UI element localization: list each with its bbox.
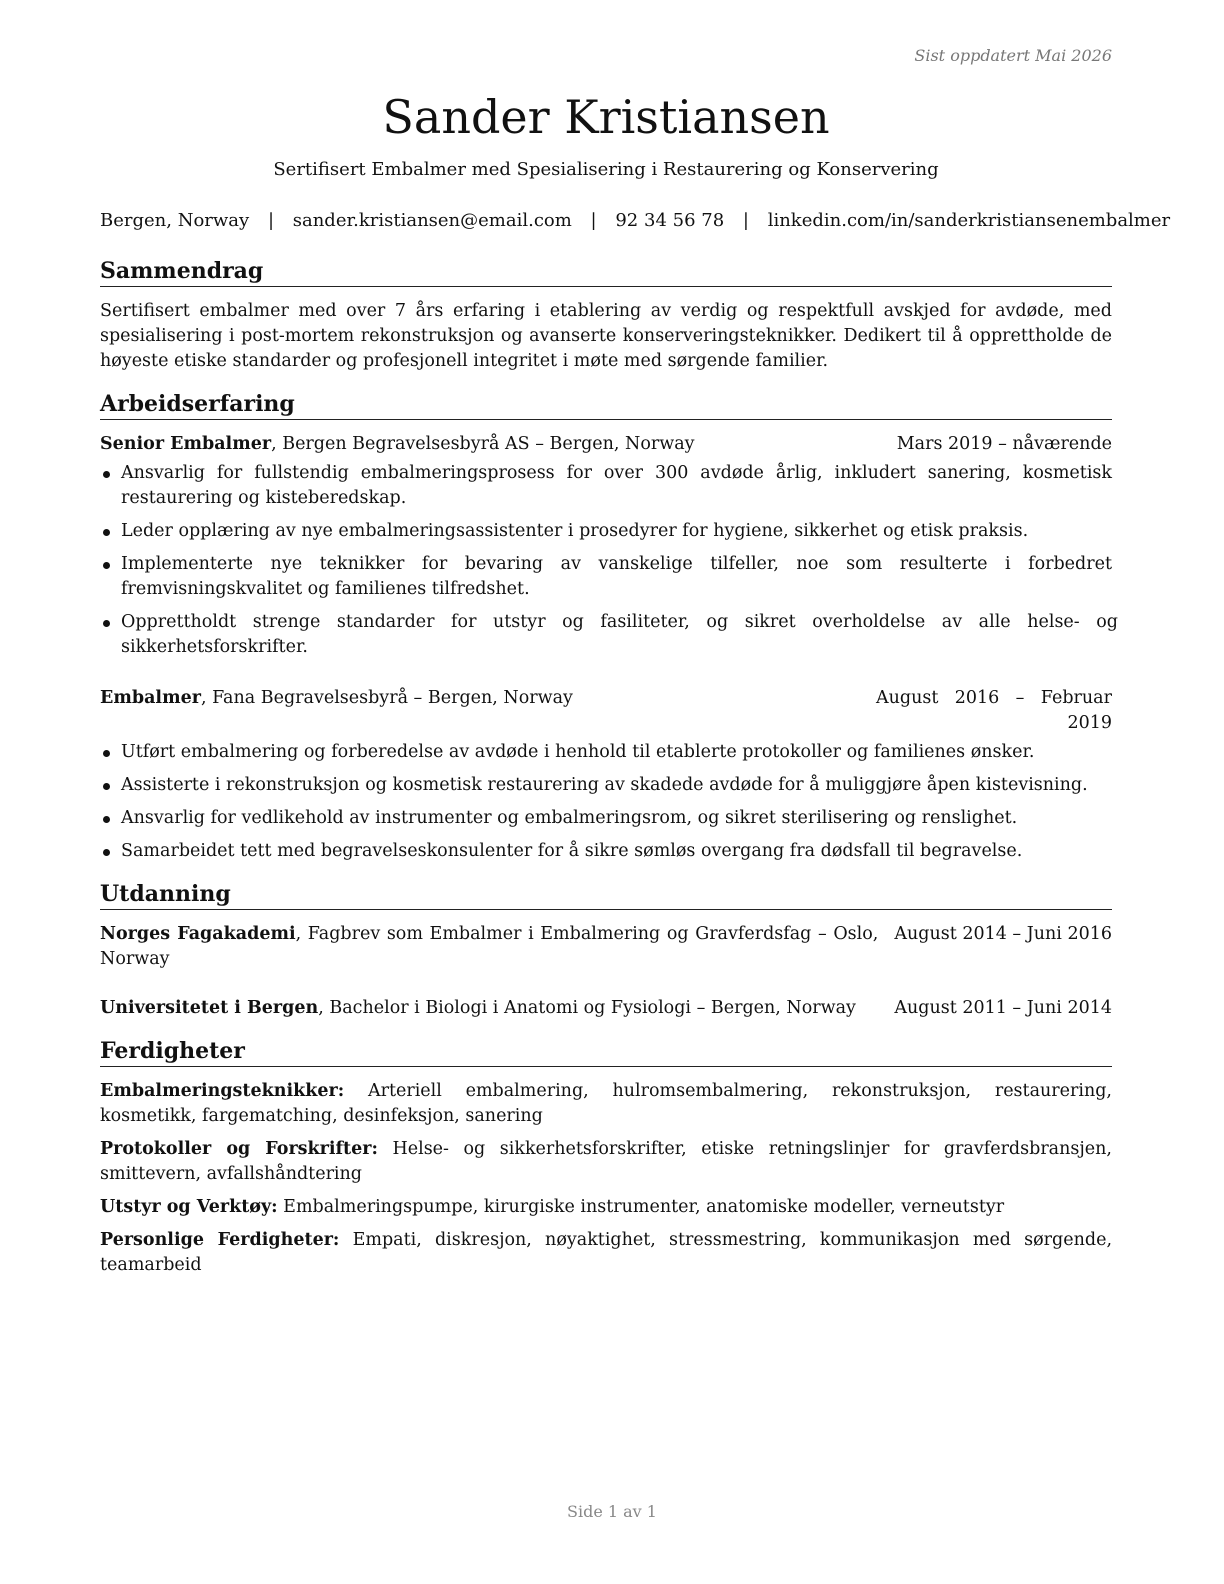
job-org: , Bergen Begravelsesbyrå AS – Bergen, Norway: [271, 434, 695, 454]
bullet-icon: [103, 529, 110, 536]
skill-label: Protokoller og Forskrifter:: [100, 1139, 378, 1159]
summary-text: Sertifisert embalmer med over 7 års erfaring i etablering av verdig og respektfull avskjed for avdøde, med spesialisering i post-mortem rekonstruksjon og avanserte konserveringsteknikker. Dedikert til å opprettholde de høyeste etiske standarder og profesjonell integritet i møte med sørgende familier.: [100, 301, 1112, 371]
summary-section: [100, 257, 1112, 374]
contact-line: [100, 210, 1171, 231]
job-dates: August 2016 – Februar 2019: [876, 688, 1112, 733]
bullet-icon: [103, 816, 110, 823]
section-title-skills: Ferdigheter: [100, 1037, 1112, 1067]
job-header: [100, 686, 1112, 736]
section-title-experience: Arbeidserfaring: [100, 390, 1112, 420]
list-item: Assisterte i rekonstruksjon og kosmetisk restaurering av skadede avdøde for å muliggjøre åpen kistevisning.: [100, 773, 1112, 798]
candidate-name: Sander Kristiansen: [382, 90, 830, 144]
skill-row: [100, 1228, 1112, 1278]
bullet-icon: [103, 620, 110, 627]
job-bullets: [100, 461, 1118, 660]
list-item: Leder opplæring av nye embalmeringsassistenter i prosedyrer for hygiene, sikkerhet og etisk praksis.: [100, 519, 1112, 544]
job-bullets: [100, 740, 1112, 864]
skill-label: Personlige Ferdigheter:: [100, 1230, 340, 1250]
job-dates: Mars 2019 – nåværende: [896, 434, 1112, 454]
education-detail: , Bachelor i Biologi i Anatomi og Fysiologi – Bergen, Norway: [318, 998, 856, 1018]
contact-location: Bergen, Norway: [100, 210, 250, 231]
contact-separator: |: [742, 210, 749, 231]
contact-separator: |: [267, 210, 275, 231]
contact-separator: |: [590, 210, 597, 231]
list-item: Implementerte nye teknikker for bevaring av vanskelige tilfeller, noe som resulterte i forbedret fremvisningskvalitet og familienes tilfredshet.: [100, 552, 1112, 602]
job-header: [100, 432, 1112, 457]
job-role: Embalmer: [100, 688, 201, 708]
education-section: [100, 880, 1112, 1021]
job-entry: [100, 432, 1118, 660]
skill-row: [100, 1079, 1112, 1129]
skill-label: Utstyr og Verktøy:: [100, 1197, 278, 1217]
candidate-subtitle: Sertifisert Embalmer med Spesialisering i Restaurering og Konservering: [273, 159, 939, 180]
skill-value: Empati, diskresjon, nøyaktighet, stressmestring, kommunikasjon med sørgende, teamarbeid: [100, 1230, 1113, 1275]
bullet-icon: [103, 471, 110, 478]
list-item: Samarbeidet tett med begravelseskonsulenter for å sikre sømløs overgang fra dødsfall til begravelse.: [100, 839, 1112, 864]
list-item: Ansvarlig for fullstendig embalmeringsprosess for over 300 avdøde årlig, inkludert sanering, kosmetisk restaurering og kisteberedskap.: [100, 461, 1112, 511]
skills-section: [100, 1037, 1112, 1278]
job-role: Senior Embalmer: [100, 434, 272, 454]
job-entry: [100, 686, 1112, 864]
contact-email[interactable]: sander.kristiansen@email.com: [292, 210, 572, 231]
skill-value: Arteriell embalmering, hulromsembalmering, rekonstruksjon, restaurering, kosmetikk, fargematching, desinfeksjon, sanering: [100, 1081, 1112, 1126]
skill-row: [100, 1195, 1112, 1220]
page-footer: Side 1 av 1: [567, 1502, 657, 1521]
education-entry: [100, 996, 1112, 1021]
bullet-icon: [103, 783, 110, 790]
list-item: Opprettholdt strenge standarder for utstyr og fasiliteter, og sikret overholdelse av alle helse- og sikkerhetsforskrifter.: [100, 610, 1118, 660]
skill-label: Embalmeringsteknikker:: [100, 1081, 345, 1101]
skill-value: Helse- og sikkerhetsforskrifter, etiske retningslinjer for gravferdsbransjen, smittevern, avfallshåndtering: [100, 1139, 1112, 1184]
skill-value: Embalmeringspumpe, kirurgiske instrumenter, anatomiske modeller, verneutstyr: [277, 1197, 1005, 1217]
job-org: , Fana Begravelsesbyrå – Bergen, Norway: [200, 688, 573, 708]
section-title-summary: Sammendrag: [100, 257, 1112, 287]
bullet-icon: [103, 562, 110, 569]
education-school: Norges Fagakademi: [100, 924, 296, 944]
list-item: Ansvarlig for vedlikehold av instrumenter og embalmeringsrom, og sikret sterilisering og renslighet.: [100, 806, 1112, 831]
education-detail: , Fagbrev som Embalmer i Embalmering og Gravferdsfag – Oslo, Norway: [100, 924, 879, 969]
experience-section: [100, 390, 1118, 864]
last-updated: Sist oppdatert Mai 2026: [914, 46, 1112, 65]
education-dates: August 2014 – Juni 2016: [894, 924, 1112, 944]
bullet-icon: [103, 849, 110, 856]
contact-linkedin[interactable]: linkedin.com/in/sanderkristiansenembalmer: [767, 210, 1171, 231]
bullet-icon: [103, 750, 110, 757]
education-school: Universitetet i Bergen: [100, 998, 319, 1018]
education-dates: August 2011 – Juni 2014: [894, 998, 1112, 1018]
list-item: Utført embalmering og forberedelse av avdøde i henhold til etablerte protokoller og familienes ønsker.: [100, 740, 1112, 765]
section-title-education: Utdanning: [100, 880, 1112, 910]
skill-row: [100, 1137, 1112, 1187]
contact-phone[interactable]: 92 34 56 78: [615, 210, 725, 231]
education-entry: [100, 922, 1112, 972]
